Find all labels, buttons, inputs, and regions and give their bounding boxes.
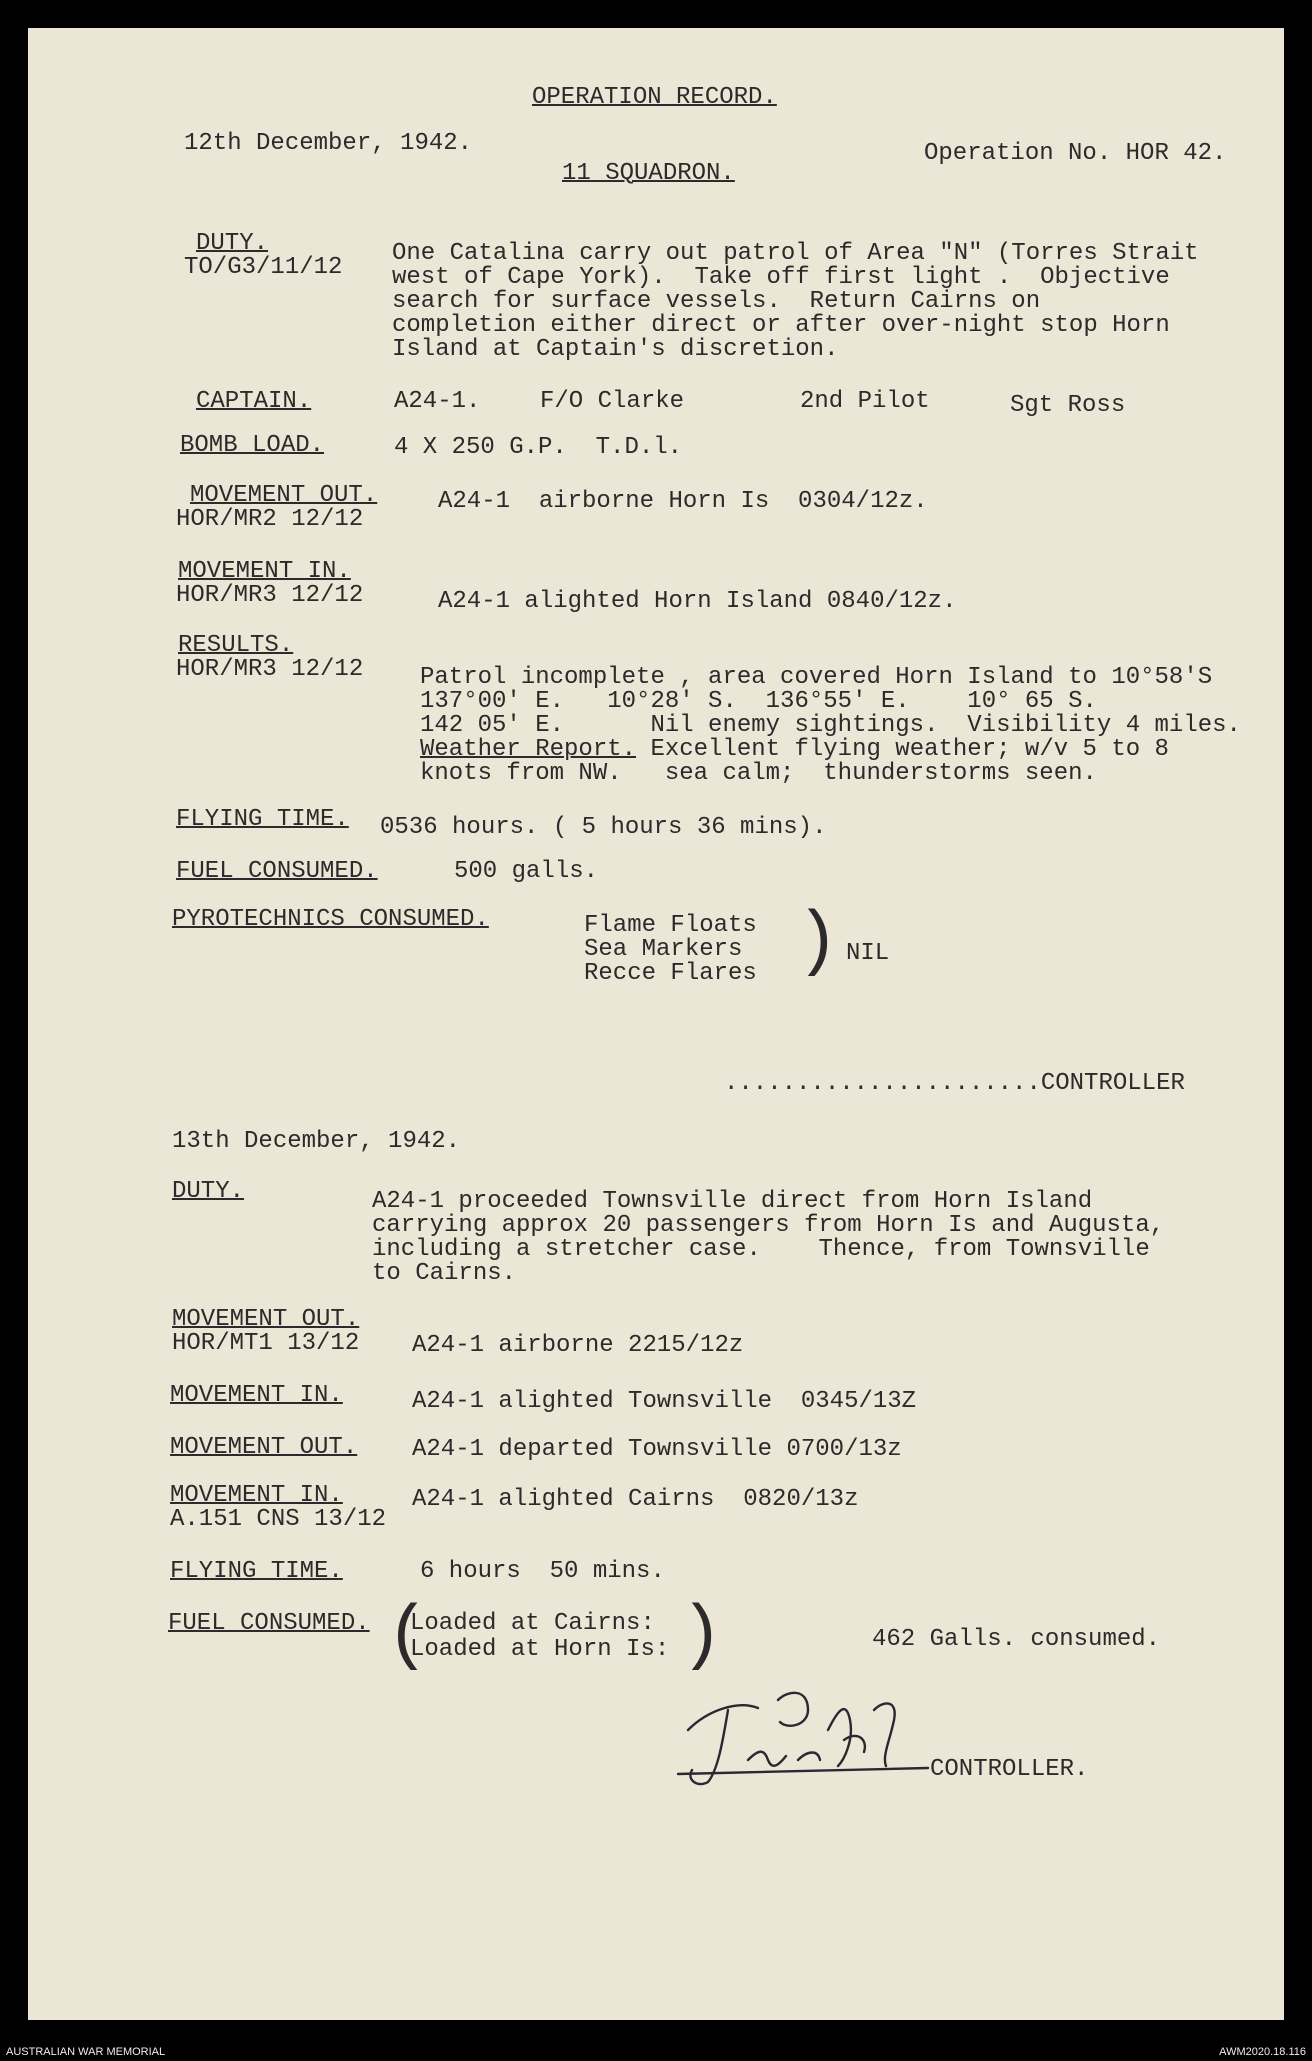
- pyrotechnics-label: PYROTECHNICS CONSUMED.: [172, 906, 489, 933]
- day2-flying-time-label: FLYING TIME.: [170, 1558, 343, 1585]
- document-title: OPERATION RECORD.: [532, 84, 777, 111]
- movement-out-label: MOVEMENT OUT.: [190, 482, 378, 509]
- flying-time-label: FLYING TIME.: [176, 806, 349, 833]
- day2-movement-out-1-label: MOVEMENT OUT.: [172, 1306, 360, 1333]
- day2-movement-out-2-label: MOVEMENT OUT.: [170, 1434, 358, 1461]
- weather-report-text: Excellent flying weather; w/v 5 to 8: [636, 736, 1169, 763]
- squadron-name: 11 SQUADRON.: [562, 160, 735, 187]
- movement-in-value: A24-1 alighted Horn Island 0840/12z.: [438, 588, 957, 615]
- pyro-item-sea-markers: Sea Markers: [584, 936, 743, 963]
- fuel-consumed-value: 500 galls.: [454, 858, 599, 885]
- weather-line-1: [420, 738, 1169, 762]
- duty-line-3: search for surface vessels. Return Cairns on: [392, 288, 1041, 315]
- movement-in-label: MOVEMENT IN.: [178, 558, 351, 585]
- duty-line-5: Island at Captain's discretion.: [392, 336, 839, 363]
- weather-line-2: knots from NW. sea calm; thunderstorms seen.: [420, 760, 1097, 787]
- duty-line-1: One Catalina carry out patrol of Area "N" (Torres Strait: [392, 240, 1199, 267]
- weather-report-label: Weather Report.: [420, 736, 637, 763]
- second-pilot-label: 2nd Pilot: [800, 388, 930, 415]
- operation-number: Operation No. HOR 42.: [924, 140, 1227, 167]
- day2-fuel-line-1: Loaded at Cairns:: [410, 1610, 655, 1637]
- pyro-item-flame-floats: Flame Floats: [584, 912, 757, 939]
- flying-time-value: 0536 hours. ( 5 hours 36 mins).: [380, 814, 827, 841]
- captain-aircraft: A24-1.: [394, 388, 481, 415]
- record-date: 12th December, 1942.: [184, 130, 473, 157]
- day2-movement-out-2-value: A24-1 departed Townsville 0700/13z: [412, 1436, 902, 1463]
- pyro-brace: ): [796, 901, 840, 983]
- day2-duty-line-1: A24-1 proceeded Townsville direct from Horn Island: [372, 1188, 1093, 1215]
- day2-fuel-line-2: Loaded at Horn Is:: [410, 1636, 670, 1663]
- bomb-load-label: BOMB LOAD.: [180, 432, 325, 459]
- day2-duty-label: DUTY.: [172, 1178, 245, 1205]
- duty-line-4: completion either direct or after over-night stop Horn: [392, 312, 1170, 339]
- results-line-2: 137°00' E. 10°28' S. 136°55' E. 10° 65 S.: [420, 688, 1097, 715]
- second-pilot-name: Sgt Ross: [1010, 392, 1126, 419]
- day2-duty-line-3: including a stretcher case. Thence, from Townsville: [372, 1236, 1150, 1263]
- day2-flying-time-value: 6 hours 50 mins.: [420, 1558, 665, 1585]
- signature-controller-label: CONTROLLER.: [930, 1756, 1089, 1783]
- day2-movement-in-1-value: A24-1 alighted Townsville 0345/13Z: [412, 1388, 917, 1415]
- duty-line-2: west of Cape York). Take off first light . Objective: [392, 264, 1170, 291]
- results-line-3: 142 05' E. Nil enemy sightings. Visibility 4 miles.: [420, 712, 1241, 739]
- bomb-load-value: 4 X 250 G.P. T.D.l.: [394, 434, 683, 461]
- movement-out-value: A24-1 airborne Horn Is 0304/12z.: [438, 488, 928, 515]
- controller-signature: [668, 1670, 968, 1800]
- day2-movement-in-2-label: MOVEMENT IN.: [170, 1482, 343, 1509]
- day2-movement-in-2-value: A24-1 alighted Cairns 0820/13z: [412, 1486, 859, 1513]
- duty-reference: TO/G3/11/12: [184, 254, 343, 281]
- results-reference: HOR/MR3 12/12: [176, 656, 364, 683]
- footer-left: AUSTRALIAN WAR MEMORIAL: [6, 2046, 166, 2058]
- movement-out-reference: HOR/MR2 12/12: [176, 506, 364, 533]
- controller-line: ......................CONTROLLER: [724, 1070, 1185, 1097]
- day2-fuel-label: FUEL CONSUMED.: [168, 1610, 370, 1637]
- day2-movement-out-1-reference: HOR/MT1 13/12: [172, 1330, 360, 1357]
- day2-date: 13th December, 1942.: [172, 1128, 461, 1155]
- results-line-1: Patrol incomplete , area covered Horn Island to 10°58'S: [420, 664, 1213, 691]
- day2-movement-in-1-label: MOVEMENT IN.: [170, 1382, 343, 1409]
- duty-label: DUTY.: [196, 230, 269, 257]
- fuel-consumed-label: FUEL CONSUMED.: [176, 858, 378, 885]
- pyro-value: NIL: [846, 940, 890, 967]
- day2-movement-in-2-reference: A.151 CNS 13/12: [170, 1506, 387, 1533]
- day2-duty-line-2: carrying approx 20 passengers from Horn Is and Augusta,: [372, 1212, 1165, 1239]
- footer-right: AWM2020.18.116: [1219, 2046, 1306, 2058]
- results-label: RESULTS.: [178, 632, 294, 659]
- fuel-close-paren: ): [680, 1595, 724, 1677]
- fuel-open-paren: (: [386, 1595, 430, 1677]
- day2-movement-out-1-value: A24-1 airborne 2215/12z: [412, 1332, 744, 1359]
- day2-fuel-value: 462 Galls. consumed.: [872, 1626, 1161, 1653]
- captain-label: CAPTAIN.: [196, 388, 312, 415]
- captain-name: F/O Clarke: [540, 388, 685, 415]
- day2-duty-line-4: to Cairns.: [372, 1260, 517, 1287]
- movement-in-reference: HOR/MR3 12/12: [176, 582, 364, 609]
- pyro-item-recce-flares: Recce Flares: [584, 960, 757, 987]
